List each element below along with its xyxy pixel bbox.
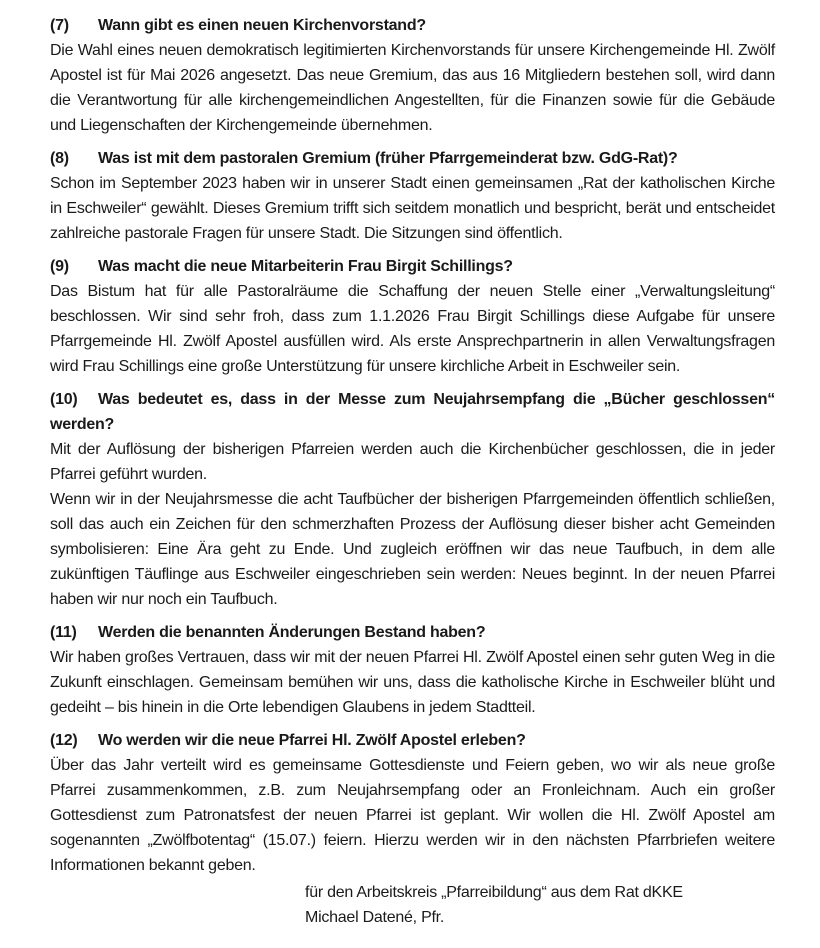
question-number: (11) [50, 624, 77, 641]
signature-block [305, 880, 775, 930]
answer-paragraph: Die Wahl eines neuen demokratisch legitimierten Kirchenvorstands für unsere Kirchengemeinde Hl. Zwölf Apostel ist für Mai 2026 angesetzt. Das neue Gremium, das aus 16 Mitgliedern bestehen soll, wird dann die Verantwortung für alle kirchengemeindlichen Angestellten, für die Finanzen sowie für die Gebäude und Liegenschaften der Kirchengemeinde übernehmen. [50, 42, 775, 134]
signature-name: Michael Datené, Pfr. [305, 909, 445, 926]
faq-section-7 [50, 13, 775, 138]
answer-paragraph: Wenn wir in der Neujahrsmesse die acht Taufbücher der bisherigen Pfarrgemeinden öffentlich schließen, soll das auch ein Zeichen für den schmerzhaften Prozess der Auflösung dieser bisher acht Gemeinden symbolisieren: Eine Ära geht zu Ende. Und zugleich eröffnen wir das neue Taufbuch, in dem alle zukünftigen Täuflinge aus Eschweiler eingeschrieben sein werden: Neues beginnt. In der neuen Pfarrei haben wir nur noch ein Taufbuch. [50, 491, 775, 608]
signature-attribution: für den Arbeitskreis „Pfarreibildung“ aus dem Rat dKKE [305, 884, 683, 901]
answer-paragraph: Über das Jahr verteilt wird es gemeinsame Gottesdienste und Feiern geben, wo wir als neue große Pfarrei zusammenkommen, z.B. zum Neujahrsempfang oder an Fronleichnam. Auch ein großer Gottesdienst zum Patronatsfest der neuen Pfarrei ist geplant. Wir wollen die Hl. Zwölf Apostel am sogenannten „Zwölfbotentag“ (15.07.) feiern. Hierzu werden wir in den nächsten Pfarrbriefen weitere Informationen bekannt geben. [50, 757, 775, 874]
faq-section-10 [50, 387, 775, 612]
faq-section-9 [50, 254, 775, 379]
answer-paragraph: Mit der Auflösung der bisherigen Pfarreien werden auch die Kirchenbücher geschlossen, die in jeder Pfarrei geführt wurden. [50, 441, 775, 483]
question-number: (12) [50, 732, 78, 749]
question-text: Was ist mit dem pastoralen Gremium (früher Pfarrgemeinderat bzw. GdG-Rat)? [98, 150, 678, 167]
answer-paragraph: Das Bistum hat für alle Pastoralräume die Schaffung der neuen Stelle einer „Verwaltungsleitung“ beschlossen. Wir sind sehr froh, dass zum 1.1.2026 Frau Birgit Schillings diese Aufgabe für unsere Pfarrgemeinde Hl. Zwölf Apostel ausfüllen wird. Als erste Ansprechpartnerin in allen Verwaltungsfragen wird Frau Schillings eine große Unterstützung für unsere kirchliche Arbeit in Eschweiler sein. [50, 283, 775, 375]
question-heading [50, 146, 775, 171]
answer-paragraph: Wir haben großes Vertrauen, dass wir mit der neuen Pfarrei Hl. Zwölf Apostel einen sehr guten Weg in die Zukunft einschlagen. Gemeinsam bemühen wir uns, dass die katholische Kirche in Eschweiler blüht und gedeiht – bis hinein in die Orte lebendigen Glaubens in jedem Stadtteil. [50, 649, 775, 716]
question-heading [50, 728, 775, 753]
question-number: (9) [50, 258, 69, 275]
question-text: Wann gibt es einen neuen Kirchenvorstand? [98, 17, 426, 34]
faq-section-11 [50, 620, 775, 720]
question-heading [50, 254, 775, 279]
question-heading [50, 620, 775, 645]
faq-section-8 [50, 146, 775, 246]
question-number: (10) [50, 391, 78, 408]
answer-paragraph: Schon im September 2023 haben wir in unserer Stadt einen gemeinsamen „Rat der katholischen Kirche in Eschweiler“ gewählt. Dieses Gremium trifft sich seitdem monatlich und bespricht, berät und entscheidet zahlreiche pastorale Fragen für unsere Stadt. Die Sitzungen sind öffentlich. [50, 175, 775, 242]
question-number: (7) [50, 17, 69, 34]
question-text: Wo werden wir die neue Pfarrei Hl. Zwölf Apostel erleben? [98, 732, 526, 749]
question-text: Werden die benannten Änderungen Bestand haben? [98, 624, 486, 641]
faq-section-12 [50, 728, 775, 878]
question-text: Was macht die neue Mitarbeiterin Frau Birgit Schillings? [98, 258, 513, 275]
question-heading [50, 387, 775, 437]
question-number: (8) [50, 150, 69, 167]
question-heading [50, 13, 775, 38]
question-text: Was bedeutet es, dass in der Messe zum Neujahrsempfang die „Bücher geschlossen“ werden? [50, 391, 775, 433]
